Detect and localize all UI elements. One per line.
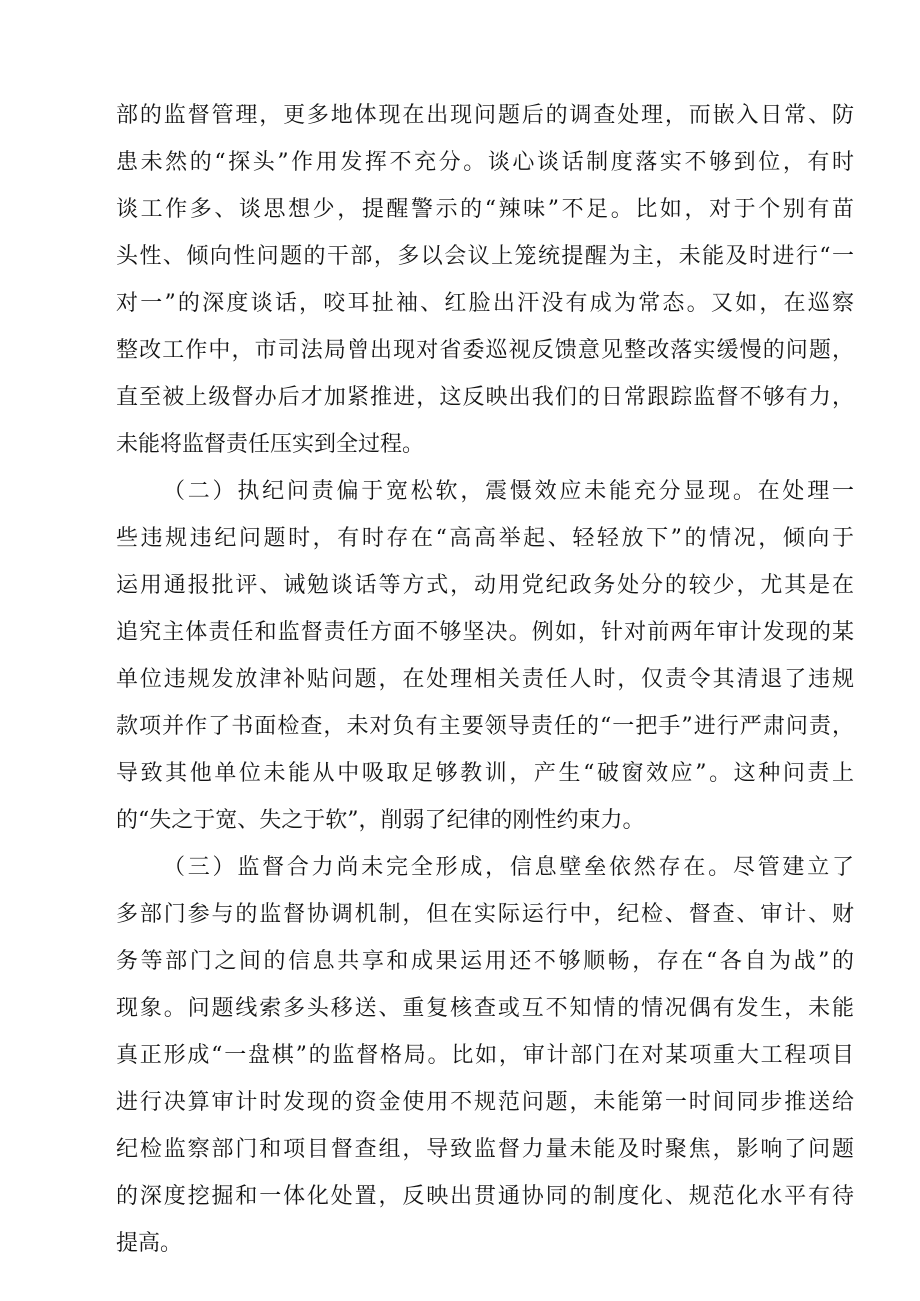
text-line: 头性、倾向性问题的干部，多以会议上笼统提醒为主，未能及时进行“一 (116, 244, 854, 269)
text-line: 些违规违纪问题时，有时存在“高高举起、轻轻放下”的情况，倾向于 (116, 526, 854, 551)
text-line: 的“失之于宽、失之于软”，削弱了纪律的刚性约束力。 (116, 808, 645, 833)
text-line-heading: （二）执纪问责偏于宽松软，震慑效应未能充分显现。在处理一 (163, 479, 854, 504)
text-line: 真正形成“一盘棋”的监督格局。比如，审计部门在对某项重大工程项目 (116, 1043, 854, 1068)
text-line: 款项并作了书面检查，未对负有主要领导责任的“一把手”进行严肃问责， (116, 714, 854, 739)
text-line: 现象。问题线索多头移送、重复核查或互不知情的情况偶有发生，未能 (116, 996, 854, 1021)
text-line: 患未然的“探头”作用发挥不充分。谈心谈话制度落实不够到位，有时 (116, 150, 854, 175)
text-line: 提高。 (116, 1231, 183, 1256)
text-line: 多部门参与的监督协调机制，但在实际运行中，纪检、督查、审计、财 (116, 902, 854, 927)
text-line: 的深度挖掘和一体化处置，反映出贯通协同的制度化、规范化水平有待 (116, 1184, 854, 1209)
text-line: 纪检监察部门和项目督查组，导致监督力量未能及时聚焦，影响了问题 (116, 1137, 854, 1162)
text-line-heading: （三）监督合力尚未完全形成，信息壁垒依然存在。尽管建立了 (163, 855, 854, 880)
text-line: 务等部门之间的信息共享和成果运用还不够顺畅，存在“各自为战”的 (116, 949, 854, 974)
paragraph-daily-supervision (116, 92, 854, 468)
text-line: 未能将监督责任压实到全过程。 (116, 432, 425, 457)
document-page (116, 92, 854, 1267)
text-line: 单位违规发放津补贴问题，在处理相关责任人时，仅责令其清退了违规 (116, 667, 854, 692)
text-line: 对一”的深度谈话，咬耳扯袖、红脸出汗没有成为常态。又如，在巡察 (116, 291, 854, 316)
text-line: 部的监督管理，更多地体现在出现问题后的调查处理，而嵌入日常、防 (116, 103, 854, 128)
paragraph-accountability (116, 468, 854, 844)
text-line: 追究主体责任和监督责任方面不够坚决。例如，针对前两年审计发现的某 (116, 620, 854, 645)
text-line: 直至被上级督办后才加紧推进，这反映出我们的日常跟踪监督不够有力， (116, 385, 854, 410)
text-line: 导致其他单位未能从中吸取足够教训，产生“破窗效应”。这种问责上 (116, 761, 854, 786)
paragraph-supervision-synergy (116, 844, 854, 1267)
text-line: 运用通报批评、诫勉谈话等方式，动用党纪政务处分的较少，尤其是在 (116, 573, 854, 598)
text-line: 整改工作中，市司法局曾出现对省委巡视反馈意见整改落实缓慢的问题， (116, 338, 854, 363)
text-line: 谈工作多、谈思想少，提醒警示的“辣味”不足。比如，对于个别有苗 (116, 197, 854, 222)
text-line: 进行决算审计时发现的资金使用不规范问题，未能第一时间同步推送给 (116, 1090, 854, 1115)
